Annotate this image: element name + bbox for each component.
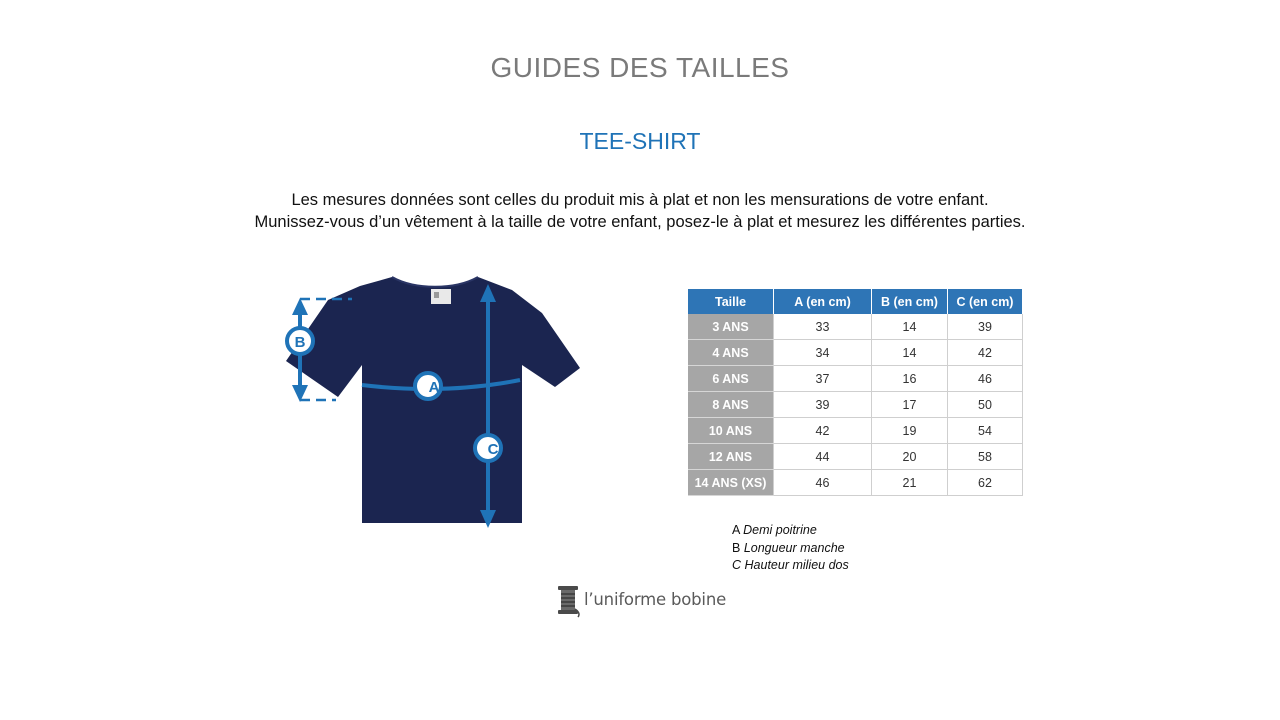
value-c: 42	[948, 340, 1023, 366]
size-cell: 4 ANS	[688, 340, 774, 366]
value-a: 46	[774, 470, 872, 496]
size-cell: 3 ANS	[688, 314, 774, 340]
value-a: 39	[774, 392, 872, 418]
intro-text	[0, 189, 1280, 233]
header-b: B (en cm)	[872, 289, 948, 314]
intro-line-1: Les mesures données sont celles du produit mis à plat et non les mensurations de votre enfant.	[291, 191, 989, 209]
size-cell: 8 ANS	[688, 392, 774, 418]
spool-icon	[556, 583, 582, 619]
legend-item	[732, 557, 849, 575]
measurement-legend	[732, 522, 849, 575]
table-row	[688, 418, 1023, 444]
value-c: 58	[948, 444, 1023, 470]
size-table	[688, 289, 1023, 496]
value-c: 46	[948, 366, 1023, 392]
value-b: 19	[872, 418, 948, 444]
table-row	[688, 444, 1023, 470]
value-c: 39	[948, 314, 1023, 340]
value-b: 14	[872, 314, 948, 340]
size-cell: 14 ANS (XS)	[688, 470, 774, 496]
header-a: A (en cm)	[774, 289, 872, 314]
intro-line-2: Munissez-vous d’un vêtement à la taille de votre enfant, posez-le à plat et mesurez les différentes parties.	[254, 213, 1026, 231]
value-a: 37	[774, 366, 872, 392]
brand-name: l’uniforme bobine	[584, 590, 727, 609]
table-row	[688, 366, 1023, 392]
value-a: 34	[774, 340, 872, 366]
value-a: 33	[774, 314, 872, 340]
page-title: GUIDES DES TAILLES	[490, 52, 790, 83]
size-cell: 12 ANS	[688, 444, 774, 470]
value-b: 17	[872, 392, 948, 418]
value-c: 54	[948, 418, 1023, 444]
table-row	[688, 340, 1023, 366]
legend-description: Hauteur milieu dos	[744, 558, 849, 572]
value-c: 50	[948, 392, 1023, 418]
value-c: 62	[948, 470, 1023, 496]
legend-letter: B	[732, 540, 741, 555]
legend-item	[732, 540, 849, 558]
section-title: TEE-SHIRT	[579, 128, 701, 154]
value-b: 20	[872, 444, 948, 470]
legend-description: Longueur manche	[743, 540, 845, 555]
size-table-header	[688, 289, 1023, 314]
size-cell: 6 ANS	[688, 366, 774, 392]
brand-logo	[556, 583, 736, 619]
legend-letter: A	[732, 523, 740, 537]
table-row	[688, 470, 1023, 496]
legend-item	[732, 522, 849, 540]
marker-c: C	[487, 441, 499, 458]
value-b: 16	[872, 366, 948, 392]
size-cell: 10 ANS	[688, 418, 774, 444]
value-b: 21	[872, 470, 948, 496]
table-row	[688, 314, 1023, 340]
value-b: 14	[872, 340, 948, 366]
header-size: Taille	[688, 289, 774, 314]
legend-description: Demi poitrine	[743, 523, 817, 537]
marker-a: A	[428, 379, 440, 396]
tag-icon	[431, 289, 451, 304]
tshirt-diagram	[280, 270, 590, 535]
legend-letter: C	[732, 558, 742, 572]
marker-b: B	[294, 334, 306, 351]
value-a: 44	[774, 444, 872, 470]
header-c: C (en cm)	[948, 289, 1023, 314]
table-row	[688, 392, 1023, 418]
value-a: 42	[774, 418, 872, 444]
